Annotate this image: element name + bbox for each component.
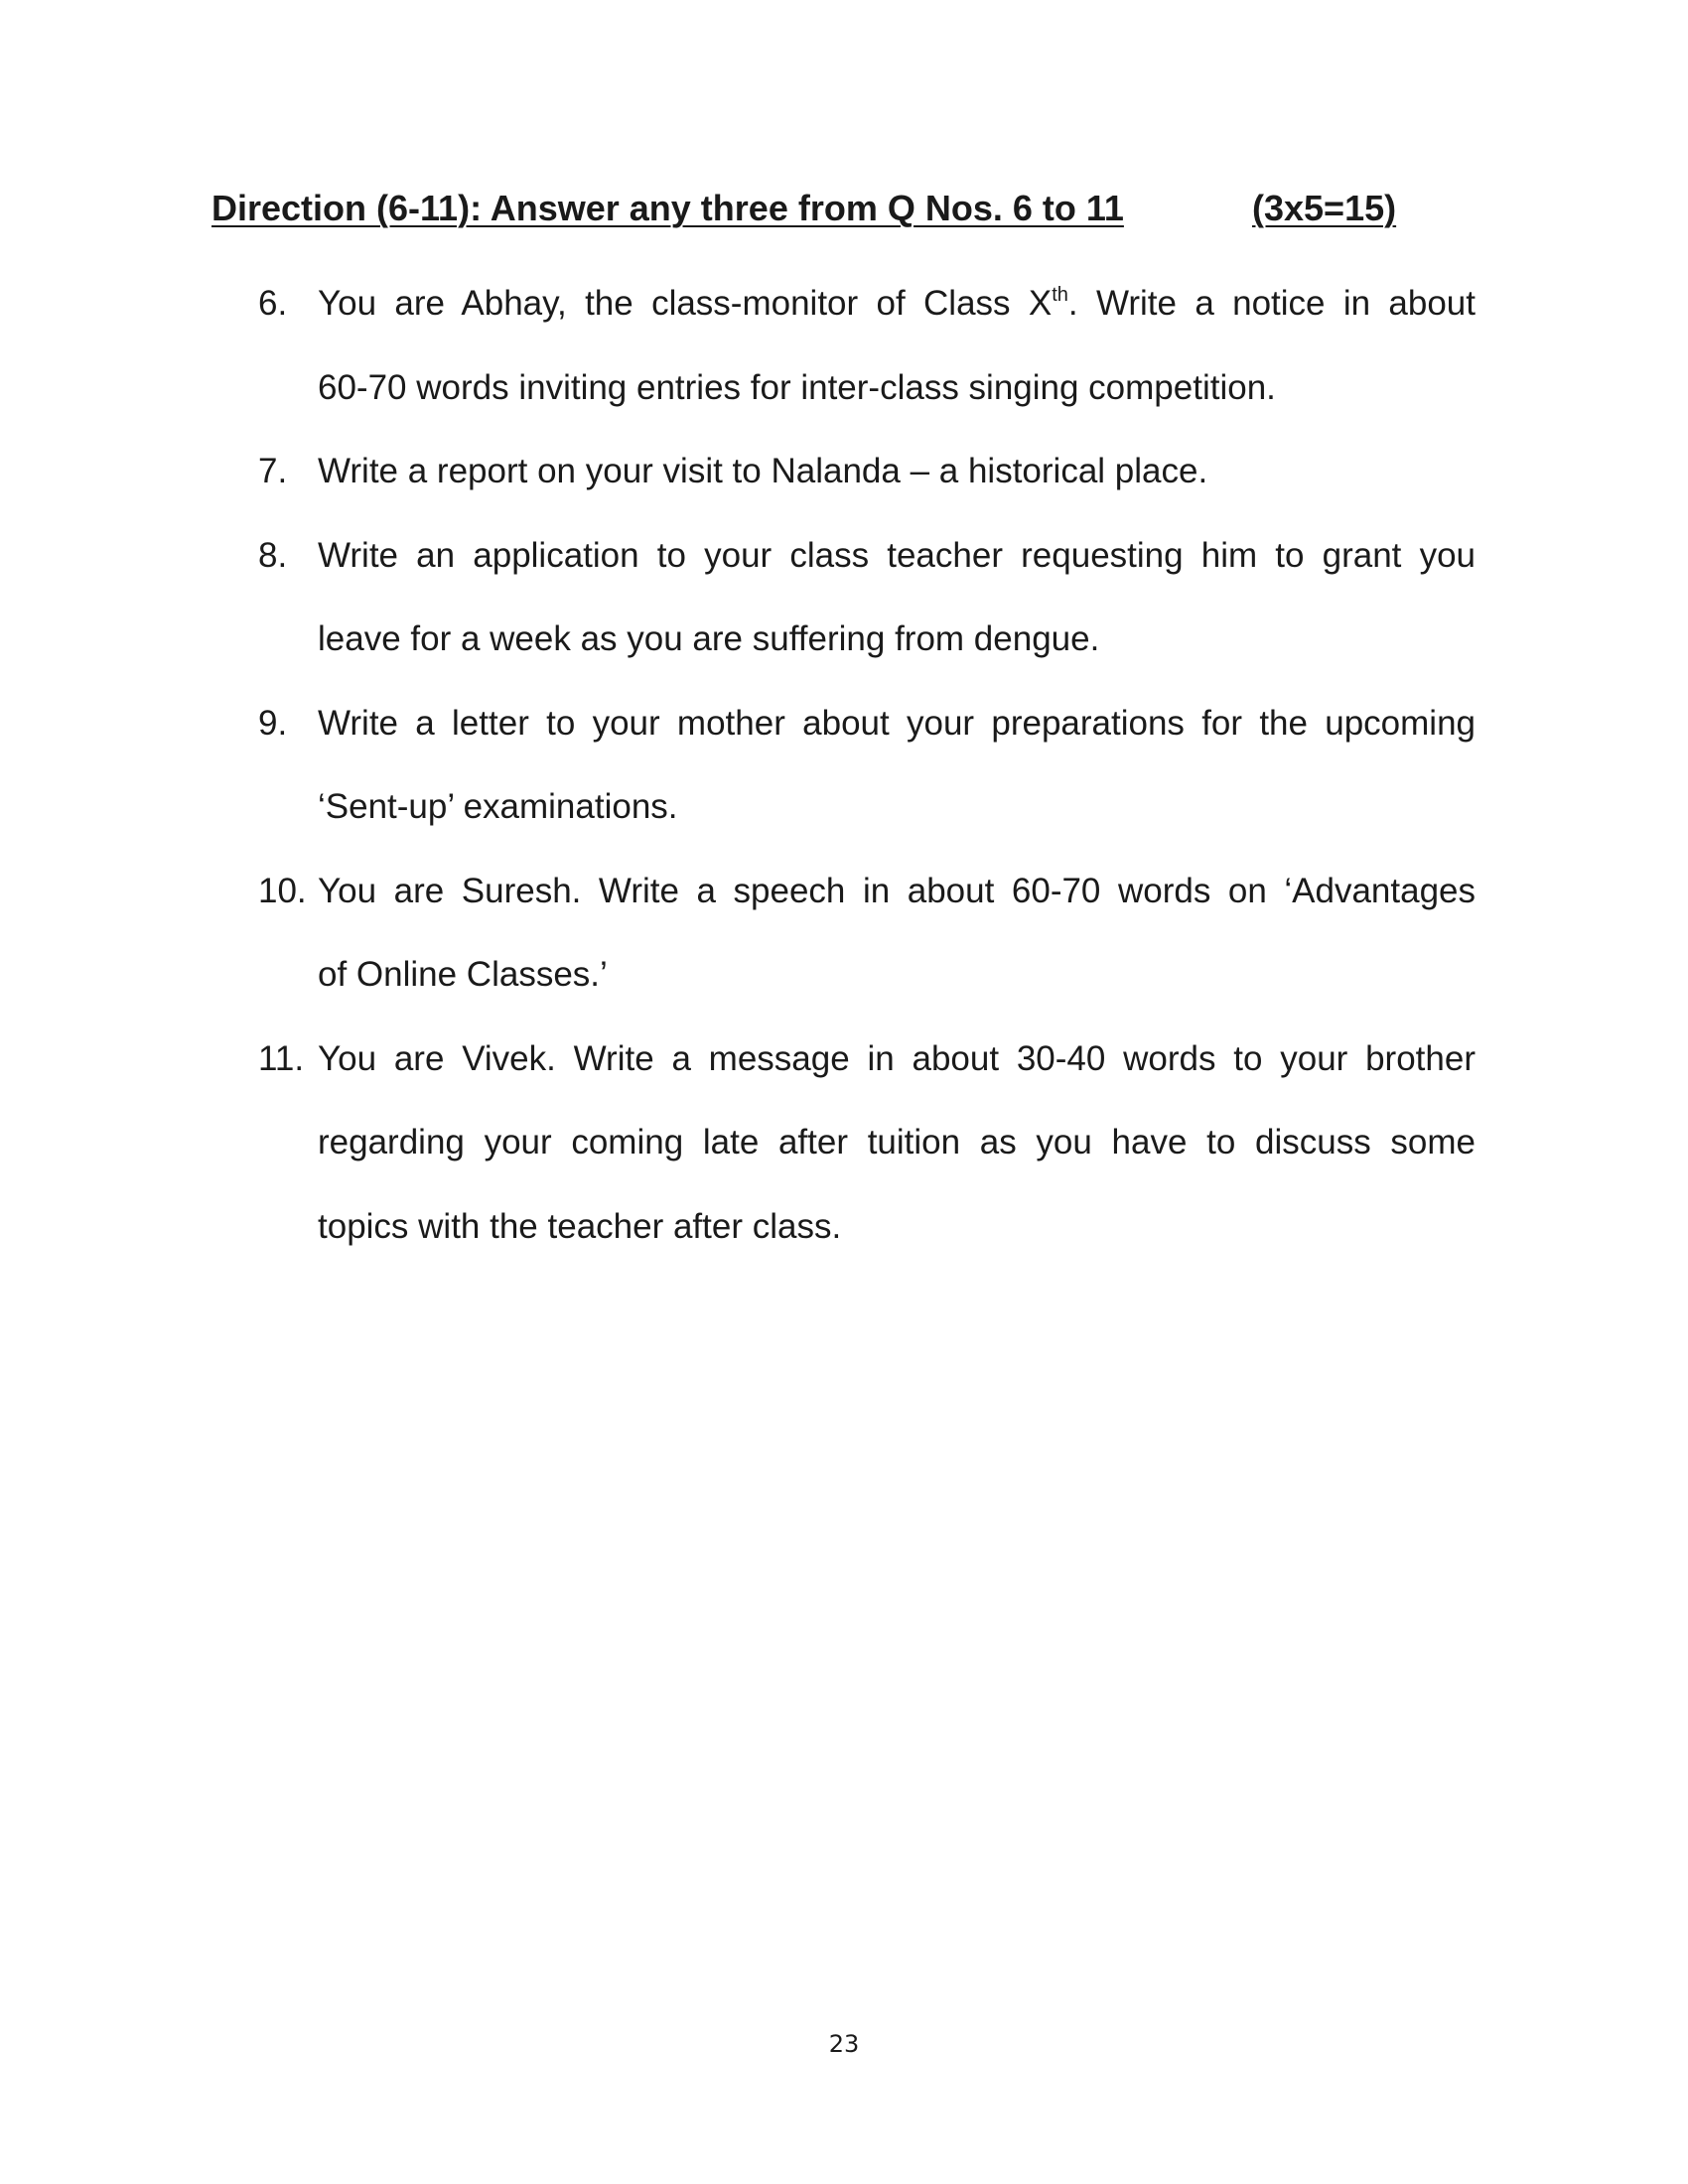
question-line: Write an application to your class teacher requesting him to grant you (318, 535, 1476, 575)
question-text: You are Abhay, the class-monitor of Class X (318, 284, 1053, 323)
question-line: leave for a week as you are suffering from dengue. (318, 619, 1100, 658)
superscript: th (1052, 284, 1068, 306)
question-line: You are Suresh. Write a speech in about 60-70 words on ‘Advantages (318, 871, 1476, 910)
question-line: regarding your coming late after tuition as you have to discuss some (318, 1123, 1476, 1161)
question-line: Write a report on your visit to Nalanda – a historical place. (318, 452, 1208, 490)
page-number: 23 (828, 2030, 860, 2058)
question-line: topics with the teacher after class. (318, 1206, 842, 1246)
question-9 (258, 682, 1476, 850)
question-number: 7. (258, 452, 288, 490)
question-7 (258, 430, 1476, 514)
question-6 (258, 262, 1476, 430)
question-line: You are Vivek. Write a message in about 30-40 words to your brother (318, 1038, 1476, 1078)
question-10 (258, 850, 1476, 1018)
question-number: 9. (258, 703, 288, 743)
question-8 (258, 514, 1476, 682)
question-list (258, 262, 1476, 1269)
question-text: . Write a notice in about (1067, 284, 1476, 323)
question-11 (258, 1018, 1476, 1270)
question-line: ‘Sent-up’ examinations. (318, 787, 678, 826)
question-number: 11. (258, 1038, 305, 1078)
question-number: 8. (258, 535, 288, 575)
question-line: 60-70 words inviting entries for inter-class singing competition. (318, 367, 1276, 407)
direction-text: Direction (6-11): Answer any three from Q Nos. 6 to 11 (211, 188, 1124, 228)
direction-marks: (3x5=15) (1252, 188, 1397, 228)
question-number: 10. (258, 871, 307, 910)
question-line: Write a letter to your mother about your preparations for the upcoming (318, 703, 1476, 743)
question-number: 6. (258, 284, 288, 323)
question-line: of Online Classes.’ (318, 955, 608, 994)
direction-heading (211, 185, 1403, 232)
question-line (318, 262, 1476, 346)
